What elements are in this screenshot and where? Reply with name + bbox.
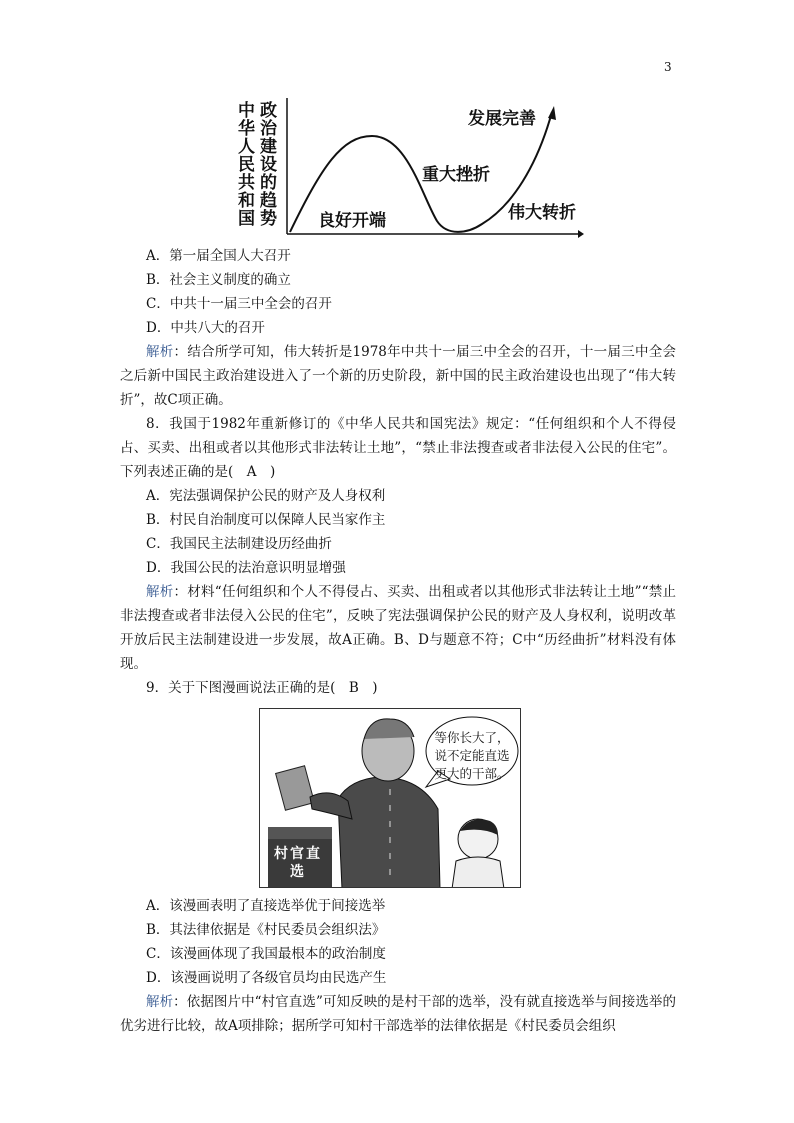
x-axis-arrow [578,230,584,238]
old-man-body [338,777,440,888]
q7-analysis-text: ：结合所学可知，伟大转折是1978年中共十一届三中全会的召开，十一届三中全会之后新中国民主政治建设进入了一个新的历史阶段，新中国的民主政治建设也出现了“伟大转折”，故C项正确。 [120,344,677,408]
q9-option-c: C．该漫画体现了我国最根本的政治制度 [146,946,386,962]
label-turn: 伟大转折 [508,203,576,223]
label-perfect: 发展完善 [468,109,536,129]
q8-option-b: B．村民自治制度可以保障人民当家作主 [146,512,386,528]
q8-option-c: C．我国民主法制建设历经曲折 [146,536,332,552]
q7-option-d: D．中共八大的召开 [146,320,265,336]
q8-option-a: A．宪法强调保护公民的财产及人身权利 [146,488,386,504]
q9-analysis-label: 解析 [146,994,174,1010]
q7-analysis-label: 解析 [146,344,174,360]
curve-arrow [548,106,556,120]
q7-option-a: A．第一届全国人大召开 [146,248,291,264]
q9-analysis [120,990,676,1038]
child-body [452,857,504,888]
q8-stem: 8．我国于1982年重新修订的《中华人民共和国宪法》规定：“任何组织和个人不得侵占、买卖、出租或者以其他形式非法转让土地”，“禁止非法搜查或者非法侵入公民的住宅”。下列表述正确的是( A ) [120,416,676,480]
q9-option-b: B．其法律依据是《村民委员会组织法》 [146,922,386,938]
q8-option-d: D．我国公民的法治意识明显增强 [146,560,346,576]
q7-analysis [120,340,676,412]
ylabel-col2: 政治建设的趋势 [260,101,277,229]
q8-analysis-label: 解析 [146,584,174,600]
ballot-box-label: 村官直选 [274,846,322,880]
q7-option-c: C．中共十一届三中全会的召开 [146,296,332,312]
label-good-start: 良好开端 [318,211,386,231]
ballot-paper [276,766,315,810]
q9-option-a: A．该漫画表明了直接选举优于间接选举 [146,898,386,914]
q9-analysis-text: ：依据图片中“村官直选”可知反映的是村干部的选举，没有就直接选举与间接选举的优劣进行比较，故A项排除；据所学可知村干部选举的法律依据是《村民委员会组织 [120,994,676,1034]
q7-option-b: B．社会主义制度的确立 [146,272,291,288]
ylabel-col1: 中华人民共和国 [238,101,255,229]
label-setback: 重大挫折 [422,165,490,185]
page-number: 3 [664,60,672,74]
bubble-text: 等你长大了，说不定能直选更大的干部。 [434,730,510,781]
document-body [120,244,676,1038]
q8-analysis [120,580,676,676]
q8-analysis-text: ：材料“任何组织和个人不得侵占、买卖、出租或者以其他形式非法转让土地”“禁止非法搜查或者非法侵入公民的住宅”，反映了宪法强调保护公民的财产及人身权利，说明改革开放后民主法制建设进一步发展，故A正确。B、D与题意不符；C中“历经曲折”材料没有体现。 [120,584,676,672]
village-election-cartoon [259,708,521,888]
trend-figure [232,96,584,242]
q9-stem: 9．关于下图漫画说法正确的是( B ) [146,680,378,696]
q9-option-d: D．该漫画说明了各级官员均由民选产生 [146,970,387,986]
